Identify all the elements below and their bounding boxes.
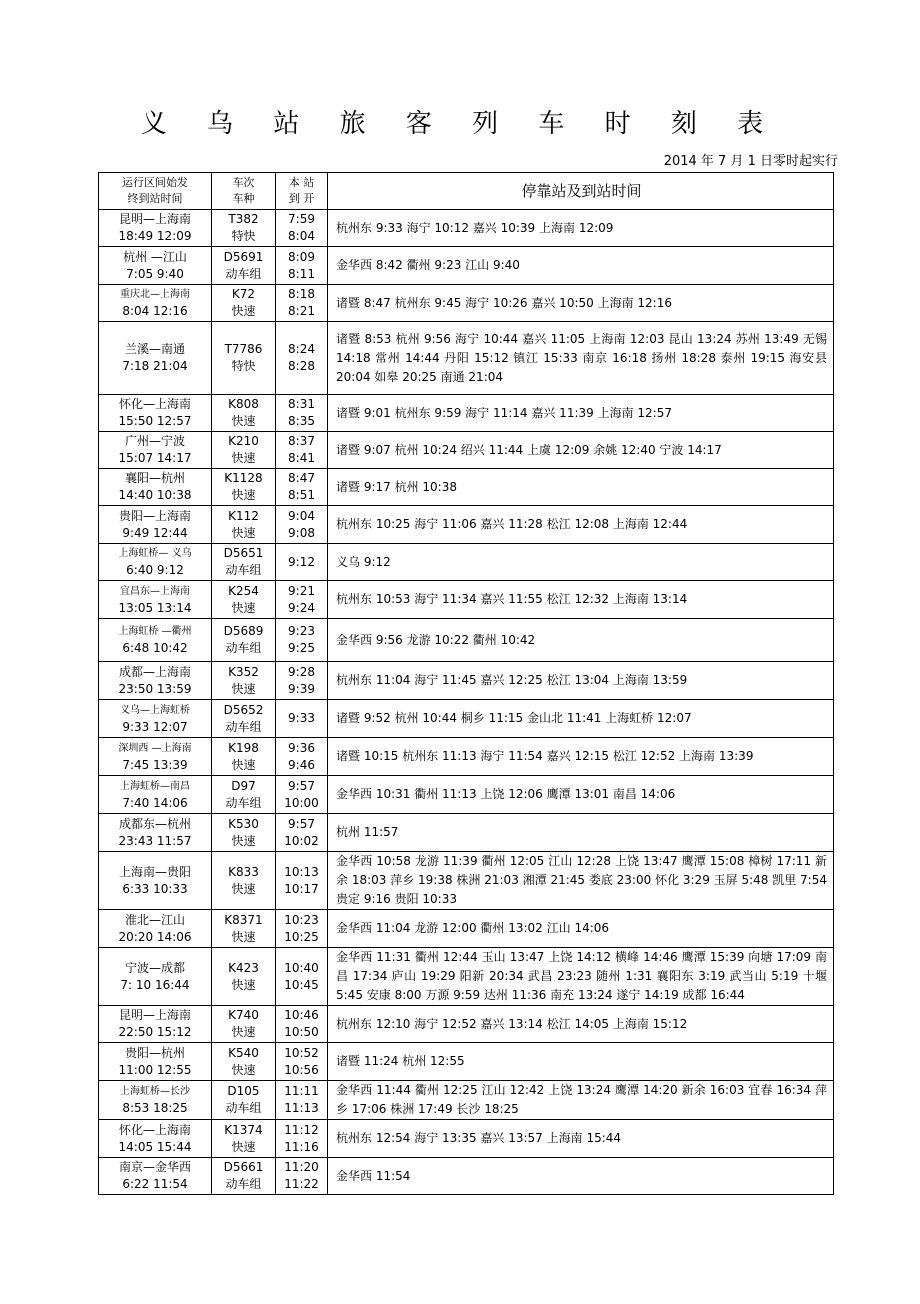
departure-time: 9:24 [288,600,315,615]
departure-time: 9:46 [288,757,315,772]
table-row [99,814,834,852]
route-cell [99,322,212,395]
train-cell [212,210,276,247]
route-name: 上海虹桥—长沙 [120,1086,190,1097]
route-times: 6:48 10:42 [122,641,188,655]
station-time-cell [276,1043,328,1081]
route-times: 14:05 15:44 [118,1139,192,1154]
train-cell [212,662,276,700]
train-type: 特快 [231,359,256,373]
table-row [99,247,834,285]
route-cell [99,662,212,700]
route-times: 6:33 10:33 [122,881,188,896]
arrival-time: 11:20 [284,1160,319,1174]
arrival-time: 7:59 [288,212,315,226]
train-cell [212,581,276,619]
train-type: 快速 [231,881,256,896]
train-number: K808 [228,397,259,411]
train-type: 快速 [231,488,256,502]
train-cell [212,285,276,322]
route-name: 昆明—上海南 [118,212,191,226]
train-cell [212,776,276,814]
arrival-time: 8:09 [288,249,315,264]
table-row [99,395,834,432]
route-cell [99,776,212,814]
stops-cell: 杭州东 12:54 海宁 13:35 嘉兴 13:57 上海南 15:44 [328,1120,834,1158]
stops-cell: 诸暨 8:47 杭州东 9:45 海宁 10:26 嘉兴 10:50 上海南 12:16 [328,285,834,322]
arrival-time: 9:21 [288,583,315,598]
train-number: K1374 [224,1122,263,1137]
route-cell [99,910,212,948]
train-cell [212,1043,276,1081]
route-cell [99,738,212,776]
station-time-cell [276,910,328,948]
station-time-cell [276,738,328,776]
route-times: 7: 10 16:44 [120,977,190,992]
arrival-time: 9:57 [288,816,315,831]
arrival-time: 9:12 [288,554,315,569]
station-time-cell [276,852,328,910]
train-number: T382 [228,212,259,226]
train-number: K210 [228,434,259,448]
train-cell [212,814,276,852]
route-times: 14:40 10:38 [118,488,192,502]
departure-time: 11:16 [284,1139,319,1154]
route-times: 7:05 9:40 [126,266,184,281]
arrival-time: 9:33 [288,711,315,725]
train-cell [212,506,276,544]
arrival-time: 8:18 [288,287,315,301]
arrival-time: 9:04 [288,508,315,523]
route-cell [99,506,212,544]
station-time-cell [276,776,328,814]
table-row [99,506,834,544]
train-cell [212,852,276,910]
route-name: 成都—上海南 [118,664,191,679]
route-cell [99,700,212,738]
header-station: 本 站 到 开 [276,173,328,210]
train-type: 快速 [231,525,256,540]
stops-cell: 金华西 10:58 龙游 11:39 衢州 12:05 江山 12:28 上饶 13:47 鹰潭 15:08 樟树 17:11 新余 18:03 萍乡 19:38 株洲 21:03 湘潭 21:45 娄底 23:00 怀化 3:29 玉屏 5:48 凯里 7:54 贵定 9:16 贵阳 10:33 [328,852,834,910]
route-name: 昆明—上海南 [118,1008,191,1022]
train-number: K530 [228,816,259,831]
route-name: 怀化—上海南 [118,397,191,411]
train-type: 动车组 [225,795,262,810]
train-type: 动车组 [225,1101,262,1115]
train-type: 动车组 [225,1177,262,1191]
train-number: K540 [228,1045,259,1060]
departure-time: 8:21 [288,304,315,318]
station-time-cell [276,322,328,395]
arrival-time: 9:36 [288,740,315,755]
train-type: 快速 [231,757,256,772]
train-cell [212,700,276,738]
stops-cell: 金华西 11:54 [328,1158,834,1195]
stops-cell: 杭州 11:57 [328,814,834,852]
train-cell [212,395,276,432]
departure-time: 10:45 [284,977,319,992]
departure-time: 11:22 [284,1177,319,1191]
arrival-time: 8:47 [288,471,315,485]
station-time-cell [276,469,328,506]
route-name: 杭州 —江山 [123,249,187,264]
train-cell [212,738,276,776]
route-times: 7:40 14:06 [122,795,188,810]
table-row [99,1158,834,1195]
train-cell [212,322,276,395]
train-number: K8371 [224,912,263,927]
stops-cell: 义乌 9:12 [328,544,834,581]
train-cell [212,1081,276,1120]
stops-cell: 金华西 9:56 龙游 10:22 衢州 10:42 [328,619,834,662]
train-type: 快速 [231,600,256,615]
train-type: 动车组 [225,563,262,577]
train-cell [212,619,276,662]
route-times: 6:40 9:12 [126,563,184,577]
stops-cell: 金华西 10:31 衢州 11:13 上饶 12:06 鹰潭 13:01 南昌 14:06 [328,776,834,814]
train-cell [212,1120,276,1158]
route-name: 成都东—杭州 [118,816,191,831]
train-number: K112 [228,508,259,523]
route-name: 贵阳—杭州 [124,1045,185,1060]
train-type: 快速 [231,451,256,465]
stops-cell: 诸暨 9:17 杭州 10:38 [328,469,834,506]
train-type: 快速 [231,1139,256,1154]
route-name: 宜昌东—上海南 [120,585,190,597]
train-number: D5661 [223,1160,264,1174]
header-train: 车次 车种 [212,173,276,210]
route-times: 11:00 12:55 [118,1062,192,1077]
train-type: 快速 [231,833,256,848]
route-cell [99,852,212,910]
table-row [99,1006,834,1043]
departure-time: 8:28 [288,359,315,373]
route-name: 怀化—上海南 [118,1122,191,1137]
route-cell [99,1120,212,1158]
stops-cell: 诸暨 9:01 杭州东 9:59 海宁 11:14 嘉兴 11:39 上海南 12:57 [328,395,834,432]
departure-time: 10:50 [284,1025,319,1039]
route-times: 9:33 12:07 [122,719,188,734]
train-number: D97 [231,778,256,793]
stops-cell: 杭州东 10:25 海宁 11:06 嘉兴 11:28 松江 12:08 上海南 12:44 [328,506,834,544]
table-row [99,1043,834,1081]
station-time-cell [276,1081,328,1120]
train-cell [212,910,276,948]
station-time-cell [276,395,328,432]
departure-time: 8:11 [288,266,315,281]
departure-time: 8:04 [288,229,315,243]
table-row [99,662,834,700]
stops-cell: 诸暨 10:15 杭州东 11:13 海宁 11:54 嘉兴 12:15 松江 12:52 上海南 13:39 [328,738,834,776]
route-name: 上海虹桥 —衢州 [118,626,192,637]
route-cell [99,814,212,852]
train-type: 快速 [231,1062,256,1077]
station-time-cell [276,506,328,544]
table-row [99,738,834,776]
arrival-time: 10:52 [284,1045,319,1060]
departure-time: 10:25 [284,929,319,944]
train-type: 动车组 [225,641,262,655]
table-row [99,322,834,395]
train-number: D5652 [223,702,264,717]
table-row [99,948,834,1006]
route-name: 义乌—上海虹桥 [120,704,190,716]
arrival-time: 8:37 [288,434,315,448]
route-cell [99,1006,212,1043]
route-name: 上海南—贵阳 [118,864,191,879]
train-number: K254 [228,583,259,598]
arrival-time: 9:23 [288,624,315,638]
train-type: 快速 [231,304,256,318]
train-type: 快速 [231,929,256,944]
train-number: K833 [228,864,259,879]
station-time-cell [276,581,328,619]
route-name: 重庆北—上海南 [120,289,190,300]
train-number: D5691 [223,249,264,264]
arrival-time: 9:28 [288,664,315,679]
train-type: 快速 [231,414,256,428]
train-number: K352 [228,664,259,679]
route-cell [99,247,212,285]
route-name: 贵阳—上海南 [118,508,191,523]
header-route: 运行区间始发 终到站时间 [99,173,212,210]
station-time-cell [276,948,328,1006]
table-row [99,700,834,738]
arrival-time: 10:13 [284,864,319,879]
route-times: 6:22 11:54 [122,1177,188,1191]
table-row [99,1081,834,1120]
route-times: 22:50 15:12 [118,1025,192,1039]
route-cell [99,1043,212,1081]
departure-time: 8:35 [288,414,315,428]
route-times: 15:07 14:17 [118,451,192,465]
table-row [99,776,834,814]
train-type: 快速 [231,977,256,992]
arrival-time: 10:40 [284,960,319,975]
station-time-cell [276,1158,328,1195]
header-stops: 停靠站及到站时间 [328,173,834,210]
train-type: 特快 [231,229,256,243]
route-times: 7:45 13:39 [122,757,188,772]
route-cell [99,948,212,1006]
station-time-cell [276,432,328,469]
departure-time: 8:51 [288,488,315,502]
route-cell [99,619,212,662]
table-row [99,619,834,662]
departure-time: 9:39 [288,681,315,696]
route-times: 18:49 12:09 [118,229,192,243]
route-times: 7:18 21:04 [122,359,188,373]
route-cell [99,469,212,506]
route-times: 23:43 11:57 [118,833,192,848]
train-cell [212,1158,276,1195]
departure-time: 10:00 [284,795,319,810]
train-cell [212,1006,276,1043]
table-row [99,210,834,247]
table-row [99,469,834,506]
arrival-time: 8:31 [288,397,315,411]
page-title: 义 乌 站 旅 客 列 车 时 刻 表 [140,109,780,139]
station-time-cell [276,1120,328,1158]
arrival-time: 10:23 [284,912,319,927]
route-times: 8:04 12:16 [122,304,188,318]
stops-cell: 杭州东 10:53 海宁 11:34 嘉兴 11:55 松江 12:32 上海南 13:14 [328,581,834,619]
train-type: 快速 [231,1025,256,1039]
route-name: 深圳西 —上海南 [118,742,192,754]
train-cell [212,469,276,506]
train-number: K198 [228,740,259,755]
train-cell [212,948,276,1006]
route-name: 上海虹桥— 义乌 [118,548,192,559]
train-type: 快速 [231,681,256,696]
station-time-cell [276,619,328,662]
train-cell [212,432,276,469]
route-times: 20:20 14:06 [118,929,192,944]
stops-cell: 诸暨 11:24 杭州 12:55 [328,1043,834,1081]
effective-date: 2014 年 7 月 1 日零时起实行 [663,154,838,169]
train-type: 动车组 [225,266,262,281]
table-row [99,1120,834,1158]
stops-cell: 诸暨 9:07 杭州 10:24 绍兴 11:44 上虞 12:09 余姚 12:40 宁波 14:17 [328,432,834,469]
route-name: 上海虹桥—南昌 [120,780,190,792]
train-number: D105 [227,1084,260,1098]
header-row [99,173,834,210]
table-row [99,852,834,910]
route-name: 南京—金华西 [118,1160,191,1174]
station-time-cell [276,210,328,247]
train-number: K423 [228,960,259,975]
route-times: 8:53 18:25 [122,1101,188,1115]
train-number: D5689 [223,624,264,638]
route-cell [99,432,212,469]
arrival-time: 11:11 [284,1084,319,1098]
table-row [99,910,834,948]
stops-cell: 金华西 11:31 衢州 12:44 玉山 13:47 上饶 14:12 横峰 14:46 鹰潭 15:39 向塘 17:09 南昌 17:34 庐山 19:29 阳新 20:34 武昌 23:23 随州 1:31 襄阳东 3:19 武当山 5:19 十堰 5:45 安康 8:00 万源 9:59 达州 11:36 南充 13:24 遂宁 14:19 成都 16:44 [328,948,834,1006]
departure-time: 8:41 [288,451,315,465]
train-number: T7786 [224,342,263,356]
departure-time: 9:08 [288,525,315,540]
route-cell [99,210,212,247]
route-name: 襄阳—杭州 [124,471,185,485]
departure-time: 11:13 [284,1101,319,1115]
stops-cell: 金华西 11:04 龙游 12:00 衢州 13:02 江山 14:06 [328,910,834,948]
table-row [99,544,834,581]
train-cell [212,247,276,285]
route-times: 9:49 12:44 [122,525,188,540]
stops-cell: 杭州东 12:10 海宁 12:52 嘉兴 13:14 松江 14:05 上海南 15:12 [328,1006,834,1043]
route-name: 广州—宁波 [124,434,185,448]
train-number: D5651 [223,546,264,560]
train-number: K72 [231,287,256,301]
station-time-cell [276,814,328,852]
stops-cell: 杭州东 9:33 海宁 10:12 嘉兴 10:39 上海南 12:09 [328,210,834,247]
stops-cell: 诸暨 9:52 杭州 10:44 桐乡 11:15 金山北 11:41 上海虹桥 12:07 [328,700,834,738]
train-cell [212,544,276,581]
route-cell [99,581,212,619]
stops-cell: 诸暨 8:53 杭州 9:56 海宁 10:44 嘉兴 11:05 上海南 12:03 昆山 13:24 苏州 13:49 无锡 14:18 常州 14:44 丹阳 15:12 镇江 15:33 南京 16:18 扬州 18:28 泰州 19:15 海安县 20:04 如皋 20:25 南通 21:04 [328,322,834,395]
route-cell [99,395,212,432]
train-type: 动车组 [225,719,262,734]
table-row [99,432,834,469]
station-time-cell [276,662,328,700]
departure-time: 10:02 [284,833,319,848]
route-cell [99,285,212,322]
arrival-time: 8:24 [288,342,315,356]
arrival-time: 10:46 [284,1008,319,1022]
stops-cell: 金华西 11:44 衢州 12:25 江山 12:42 上饶 13:24 鹰潭 14:20 新余 16:03 宜春 16:34 萍乡 17:06 株洲 17:49 长沙 18:25 [328,1081,834,1120]
departure-time: 9:25 [288,641,315,655]
arrival-time: 9:57 [288,778,315,793]
table-row [99,581,834,619]
table-row [99,285,834,322]
route-cell [99,1081,212,1120]
station-time-cell [276,285,328,322]
arrival-time: 11:12 [284,1122,319,1137]
departure-time: 10:56 [284,1062,319,1077]
stops-cell: 金华西 8:42 衢州 9:23 江山 9:40 [328,247,834,285]
stops-cell: 杭州东 11:04 海宁 11:45 嘉兴 12:25 松江 13:04 上海南 13:59 [328,662,834,700]
route-name: 宁波—成都 [124,960,185,975]
route-cell [99,1158,212,1195]
departure-time: 10:17 [284,881,319,896]
route-cell [99,544,212,581]
train-number: K740 [228,1008,259,1022]
route-times: 15:50 12:57 [118,414,192,428]
route-times: 23:50 13:59 [118,681,192,696]
route-name: 兰溪—南通 [124,342,185,356]
station-time-cell [276,247,328,285]
route-times: 13:05 13:14 [118,600,192,615]
timetable [98,172,834,1195]
train-number: K1128 [224,471,263,485]
station-time-cell [276,544,328,581]
station-time-cell [276,700,328,738]
route-name: 淮北—江山 [124,912,185,927]
station-time-cell [276,1006,328,1043]
